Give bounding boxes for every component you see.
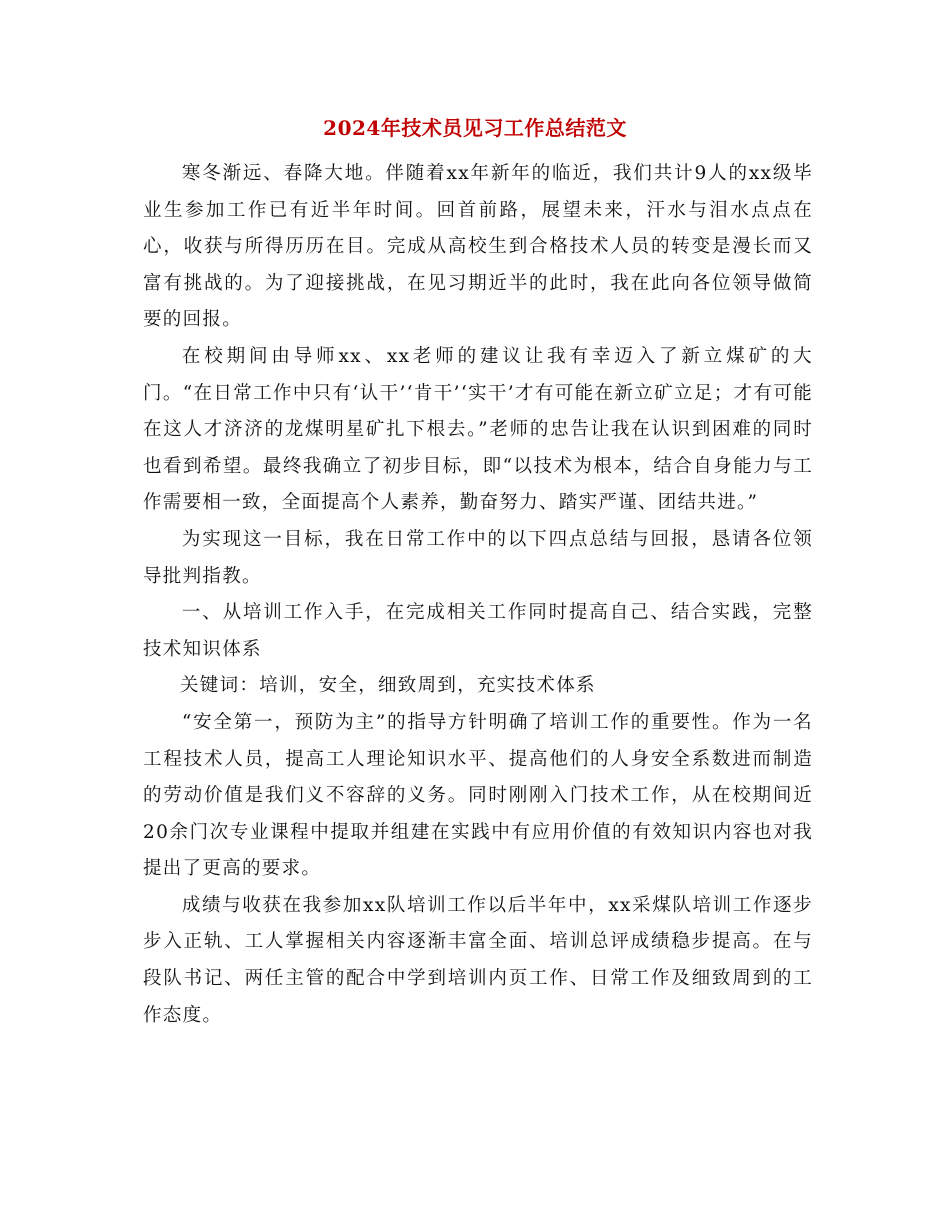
paragraph-safety: “安全第一，预防为主”的指导方针明确了培训工作的重要性。作为一名工程技术人员，提高工人理论知识水平、提高他们的人身安全系数进而制造的劳动价值是我们义不容辞的义务。同时刚刚入门技术工作，从在校期间近20余门次专业课程中提取并组建在实践中有应用价值的有效知识内容也对我提出了更高的要求。 [143, 711, 813, 880]
keywords-line: 关键词：培训，安全，细致周到，充实技术体系 [180, 675, 596, 697]
paragraph-goal: 为实现这一目标，我在日常工作中的以下四点总结与回报，恳请各位领导批判指教。 [143, 528, 813, 587]
paragraph-intro: 寒冬渐远、春降大地。伴随着xx年新年的临近，我们共计9人的xx级毕业生参加工作已有近半年时间。回首前路，展望未来，汗水与泪水点点在心，收获与所得历历在目。完成从高校生到合格技术人员的转变是漫长而又富有挑战的。为了迎接挑战，在见习期近半的此时，我在此向各位领导做简要的回报。 [143, 163, 813, 331]
section-heading-training: 一、从培训工作入手，在完成相关工作同时提高自己、结合实践，完整技术知识体系 [143, 602, 813, 660]
document-title: 2024年技术员见习工作总结范文 [323, 116, 627, 140]
paragraph-results: 成绩与收获在我参加xx队培训工作以后半年中，xx采煤队培训工作逐步步入正轨、工人掌握相关内容逐渐丰富全面、培训总评成绩稳步提高。在与段队书记、两任主管的配合中学到培训内页工作、日常工作及细致周到的工作态度。 [143, 894, 813, 1026]
paragraph-mentor: 在校期间由导师xx、xx老师的建议让我有幸迈入了新立煤矿的大门。“在日常工作中只有‘认干’‘肯干’‘实干’才有可能在新立矿立足；才有可能在这人才济济的龙煤明星矿扎下根去。”老师的忠告让我在认识到困难的同时也看到希望。最终我确立了初步目标，即“以技术为根本，结合自身能力与工作需要相一致，全面提高个人素养，勤奋努力、踏实严谨、团结共进。” [143, 345, 813, 514]
document-body [143, 156, 813, 1034]
